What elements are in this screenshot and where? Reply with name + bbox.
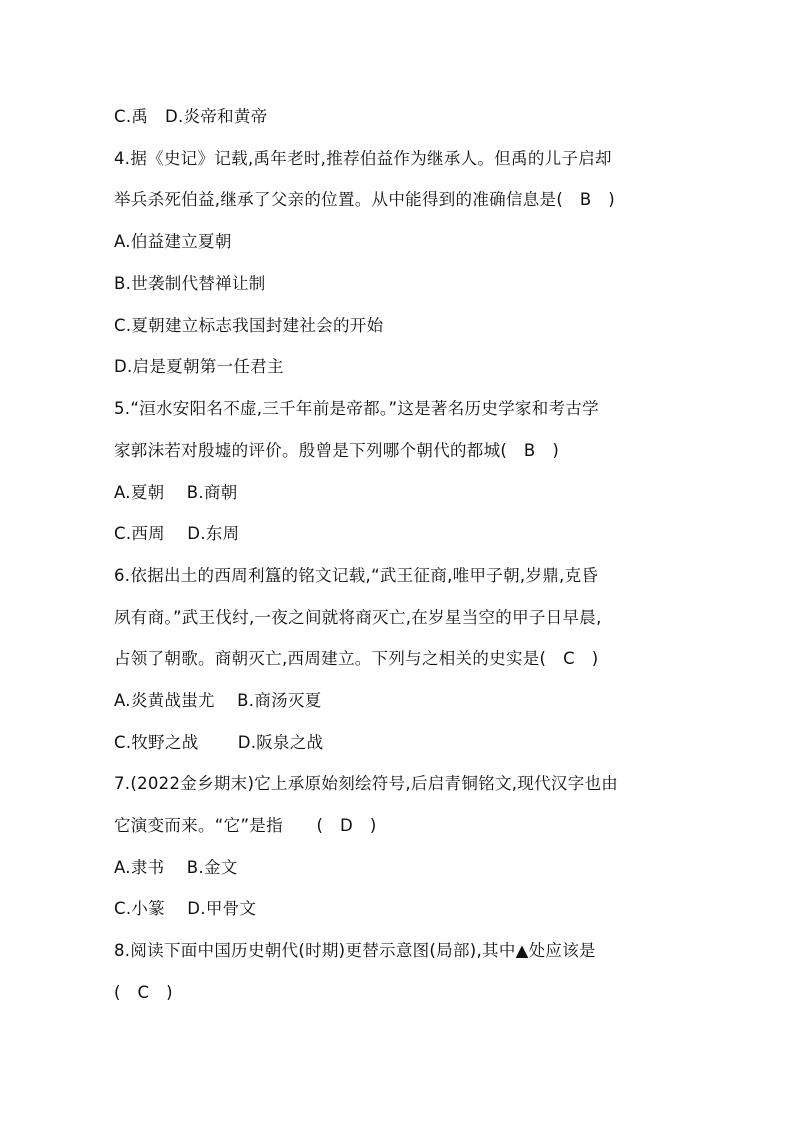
question-6-line-2: 夙有商。”武王伐纣,一夜之间就将商灭亡,在岁星当空的甲子日早晨, <box>114 608 602 627</box>
question-4-option-b: B.世袭制代替禅让制 <box>114 274 266 293</box>
question-7-options-ab: A.隶书 B.金文 <box>114 858 238 877</box>
question-4-option-d: D.启是夏朝第一任君主 <box>114 357 284 376</box>
question-5-options-cd: C.西周 D.东周 <box>114 524 240 543</box>
question-7-line-2: 它演变而来。“它”是指 ( D ) <box>114 816 377 835</box>
question-7-options-cd: C.小篆 D.甲骨文 <box>114 899 257 918</box>
question-6-options-cd: C.牧野之战 D.阪泉之战 <box>114 733 324 752</box>
question-6-options-ab: A.炎黄战蚩尤 B.商汤灭夏 <box>114 691 322 710</box>
question-8-line-1: 8.阅读下面中国历史朝代(时期)更替示意图(局部),其中▲处应该是 <box>114 941 596 960</box>
question-4-line-2: 举兵杀死伯益,继承了父亲的位置。从中能得到的准确信息是( B ) <box>114 190 616 209</box>
question-5-options-ab: A.夏朝 B.商朝 <box>114 483 238 502</box>
question-8-answer: ( C ) <box>114 983 173 1002</box>
question-6-line-3: 占领了朝歌。商朝灭亡,西周建立。下列与之相关的史实是( C ) <box>114 649 599 668</box>
question-5-line-1: 5.“洹水安阳名不虚,三千年前是帝都。”这是著名历史学家和考古学 <box>114 399 599 418</box>
question-5-line-2: 家郭沫若对殷墟的评价。殷曾是下列哪个朝代的都城( B ) <box>114 441 560 460</box>
question-6-line-1: 6.依据出土的西周利簋的铭文记载,“武王征商,唯甲子朝,岁鼎,克昏 <box>114 566 599 585</box>
question-4-option-a: A.伯益建立夏朝 <box>114 232 232 251</box>
question-7-line-1: 7.(2022金乡期末)它上承原始刻绘符号,后启青铜铭文,现代汉字也由 <box>114 774 619 793</box>
question-4-option-c: C.夏朝建立标志我国封建社会的开始 <box>114 316 384 335</box>
option-line-q3-cd: C.禹 D.炎帝和黄帝 <box>114 107 268 126</box>
question-4-line-1: 4.据《史记》记载,禹年老时,推荐伯益作为继承人。但禹的儿子启却 <box>114 149 612 168</box>
